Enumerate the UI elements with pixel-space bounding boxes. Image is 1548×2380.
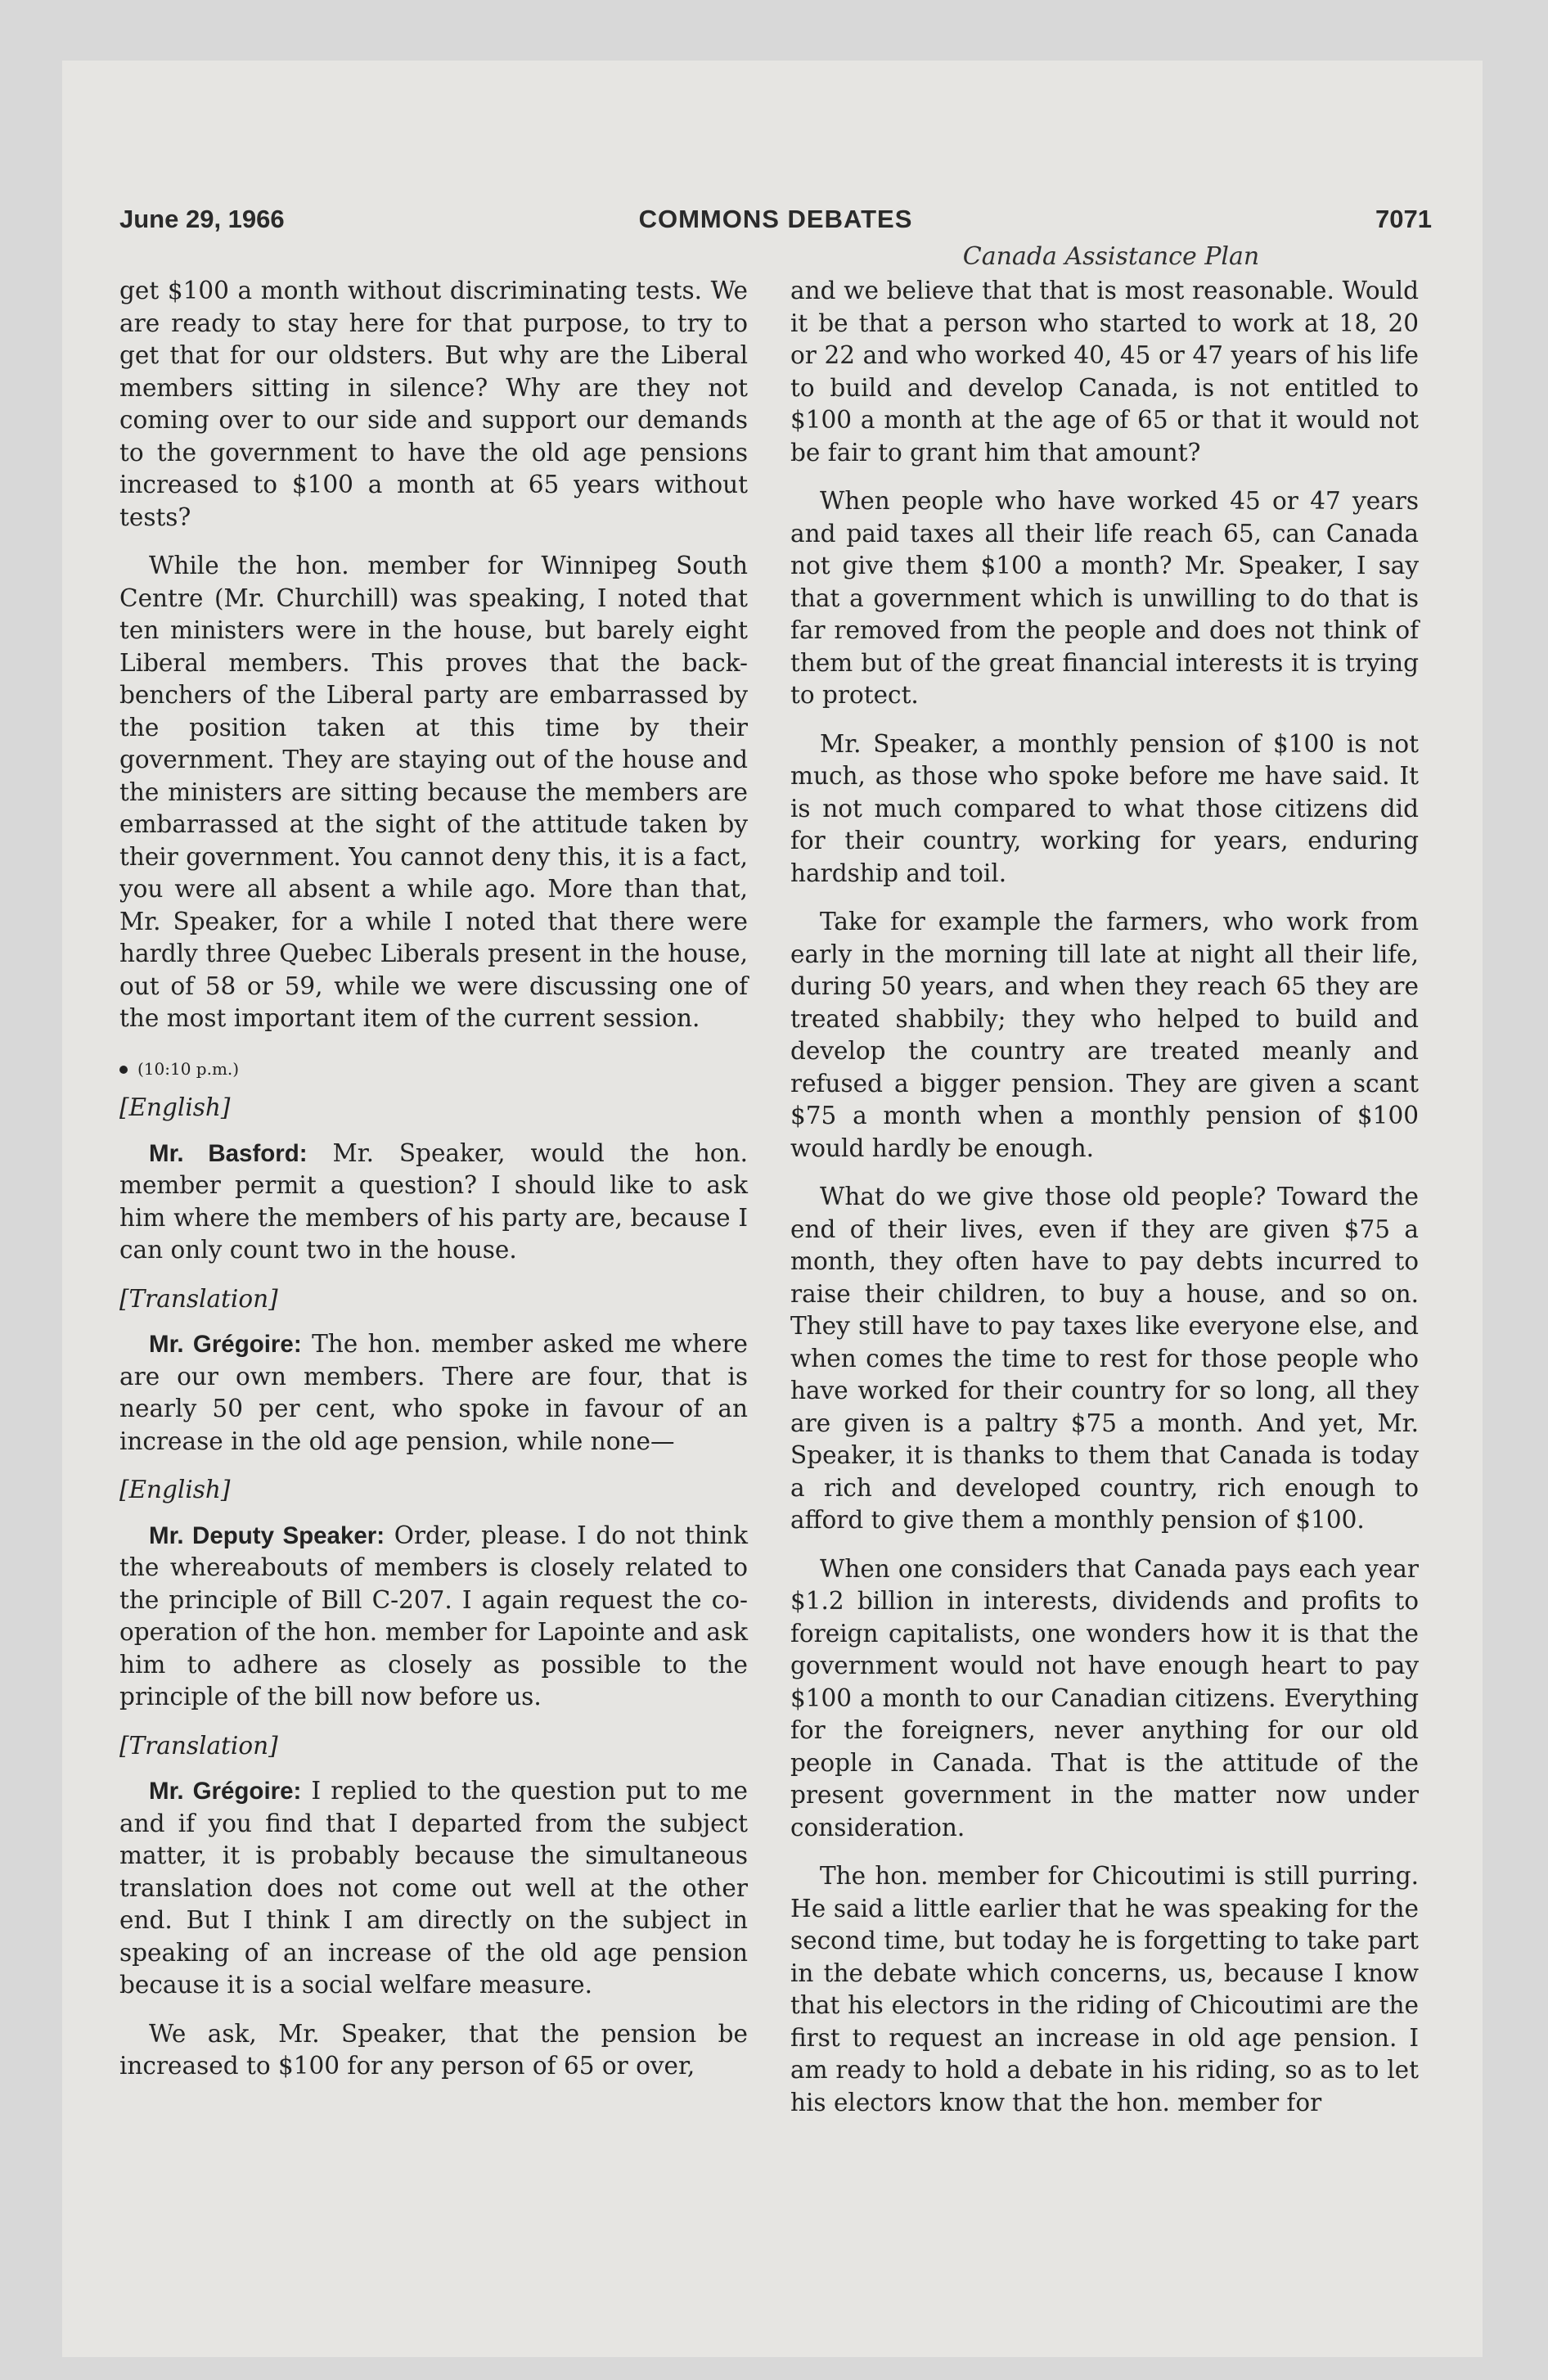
speaker-name: Mr. Basford:	[149, 1139, 308, 1167]
speaker-name: Mr. Grégoire:	[149, 1331, 302, 1358]
bullet-icon	[119, 1066, 128, 1074]
header-title: COMMONS DEBATES	[638, 205, 913, 233]
paragraph: While the hon. member for Winnipeg South Centre (Mr. Churchill) was speaking, I noted that ten ministers were in the house, but barely eight Liberal members. This proves that the back-benchers of the Liberal party are embarrassed by the position taken at this time by their government. They are staying out of the house and the ministers are sitting because the members are embarrassed at the sight of the attitude taken by their government. You cannot deny this, it is a fact, you were all absent a while ago. More than that, Mr. Speaker, for a while I noted that there were hardly three Quebec Liberals present in the house, out of 58 or 59, while we were discussing one of the most important item of the current session.	[119, 552, 748, 1032]
header-date: June 29, 1966	[119, 205, 285, 233]
timestamp	[119, 1053, 748, 1086]
left-column	[119, 275, 748, 2099]
speech-text: The hon. member asked me where are our own members. There are four, that is nearly 50 per cent, who spoke in favour of an increase in the old age pension, while none—	[119, 1330, 748, 1455]
page-header	[119, 205, 1432, 241]
subject-heading: Canada Assistance Plan	[962, 242, 1260, 271]
paragraph: get $100 a month without discriminating tests. We are ready to stay here for that purpose, to try to get that for our oldsters. But why are the Liberal members sitting in silence? Why are they not coming over to our side and support our demands to the government to have the old age pensions increased to $100 a month at 65 years without tests?	[119, 277, 748, 531]
speech-text: Mr. Speaker, would the hon. member permit a question? I should like to ask him where the members of his party are, because I can only count two in the house.	[119, 1138, 748, 1264]
time-text: (10:10 p.m.)	[137, 1058, 240, 1079]
paragraph: What do we give those old people? Toward the end of their lives, even if they are given $75 a month, they often have to pay debts incurred to raise their children, to buy a house, and so on. They still have to pay taxes like everyone else, and when comes the time to rest for those people who have worked for their country for so long, all they are given is a paltry $75 a month. And yet, Mr. Speaker, it is thanks to them that Canada is today a rich and developed country, rich enough to afford to give them a monthly pension of $100.	[790, 1183, 1419, 1534]
language-marker: [English]	[119, 1093, 231, 1121]
speech	[119, 1775, 748, 2002]
page-number: 7071	[1375, 205, 1432, 233]
paragraph: When people who have worked 45 or 47 years and paid taxes all their life reach 65, can Canada not give them $100 a month? Mr. Speaker, I say that a government which is unwilling to do that is far removed from the people and does not think of them but of the great financial interests it is trying to protect.	[790, 487, 1419, 709]
paragraph: and we believe that that is most reasonable. Would it be that a person who started to work at 18, 20 or 22 and who worked 40, 45 or 47 years of his life to build and develop Canada, is not entitled to $100 a month at the age of 65 or that it would not be fair to grant him that amount?	[790, 277, 1419, 467]
language-marker: [Translation]	[119, 1731, 278, 1760]
right-column	[790, 275, 1419, 2135]
speech	[119, 1520, 748, 1714]
speech	[119, 1138, 748, 1267]
speaker-name: Mr. Deputy Speaker:	[149, 1521, 385, 1549]
speech-text: I replied to the question put to me and if you find that I departed from the subject matter, it is probably because the simultaneous translation does not come out well at the other end. But I think I am directly on the subject in speaking of an increase of the old age pension because it is a social welfare measure.	[119, 1777, 748, 1999]
speaker-name: Mr. Grégoire:	[149, 1778, 302, 1805]
page-sheet	[62, 61, 1483, 2357]
language-marker: [Translation]	[119, 1284, 278, 1313]
paragraph: Take for example the farmers, who work from early in the morning till late at night all their life, during 50 years, and when they reach 65 they are treated shabbily; they who helped to build and develop the country are treated meanly and refused a bigger pension. They are given a scant $75 a month when a monthly pension of $100 would hardly be enough.	[790, 908, 1419, 1162]
paragraph: Mr. Speaker, a monthly pension of $100 is not much, as those who spoke before me have said. It is not much compared to what those citizens did for their country, working for years, enduring hardship and toil.	[790, 729, 1419, 887]
speech	[119, 1328, 748, 1458]
paragraph: The hon. member for Chicoutimi is still purring. He said a little earlier that he was speaking for the second time, but today he is forgetting to take part in the debate which concerns, us, because I know that his electors in the riding of Chicoutimi are the first to request an increase in old age pension. I am ready to hold a debate in his riding, so as to let his electors know that the hon. member for	[790, 1862, 1419, 2116]
language-marker: [English]	[119, 1476, 231, 1503]
paragraph: When one considers that Canada pays each year $1.2 billion in interests, dividends and profits to foreign capitalists, one wonders how it is that the government would not have enough heart to pay $100 a month to our Canadian citizens. Everything for the foreigners, never anything for our old people in Canada. That is the attitude of the present government in the matter now under consideration.	[790, 1554, 1419, 1841]
paragraph: We ask, Mr. Speaker, that the pension be increased to $100 for any person of 65 or over,	[119, 2019, 748, 2080]
speech-text: Order, please. I do not think the whereabouts of members is closely related to the principle of Bill C-207. I again request the co-operation of the hon. member for Lapointe and ask him to adhere as closely as possible to the principle of the bill now before us.	[119, 1521, 748, 1711]
